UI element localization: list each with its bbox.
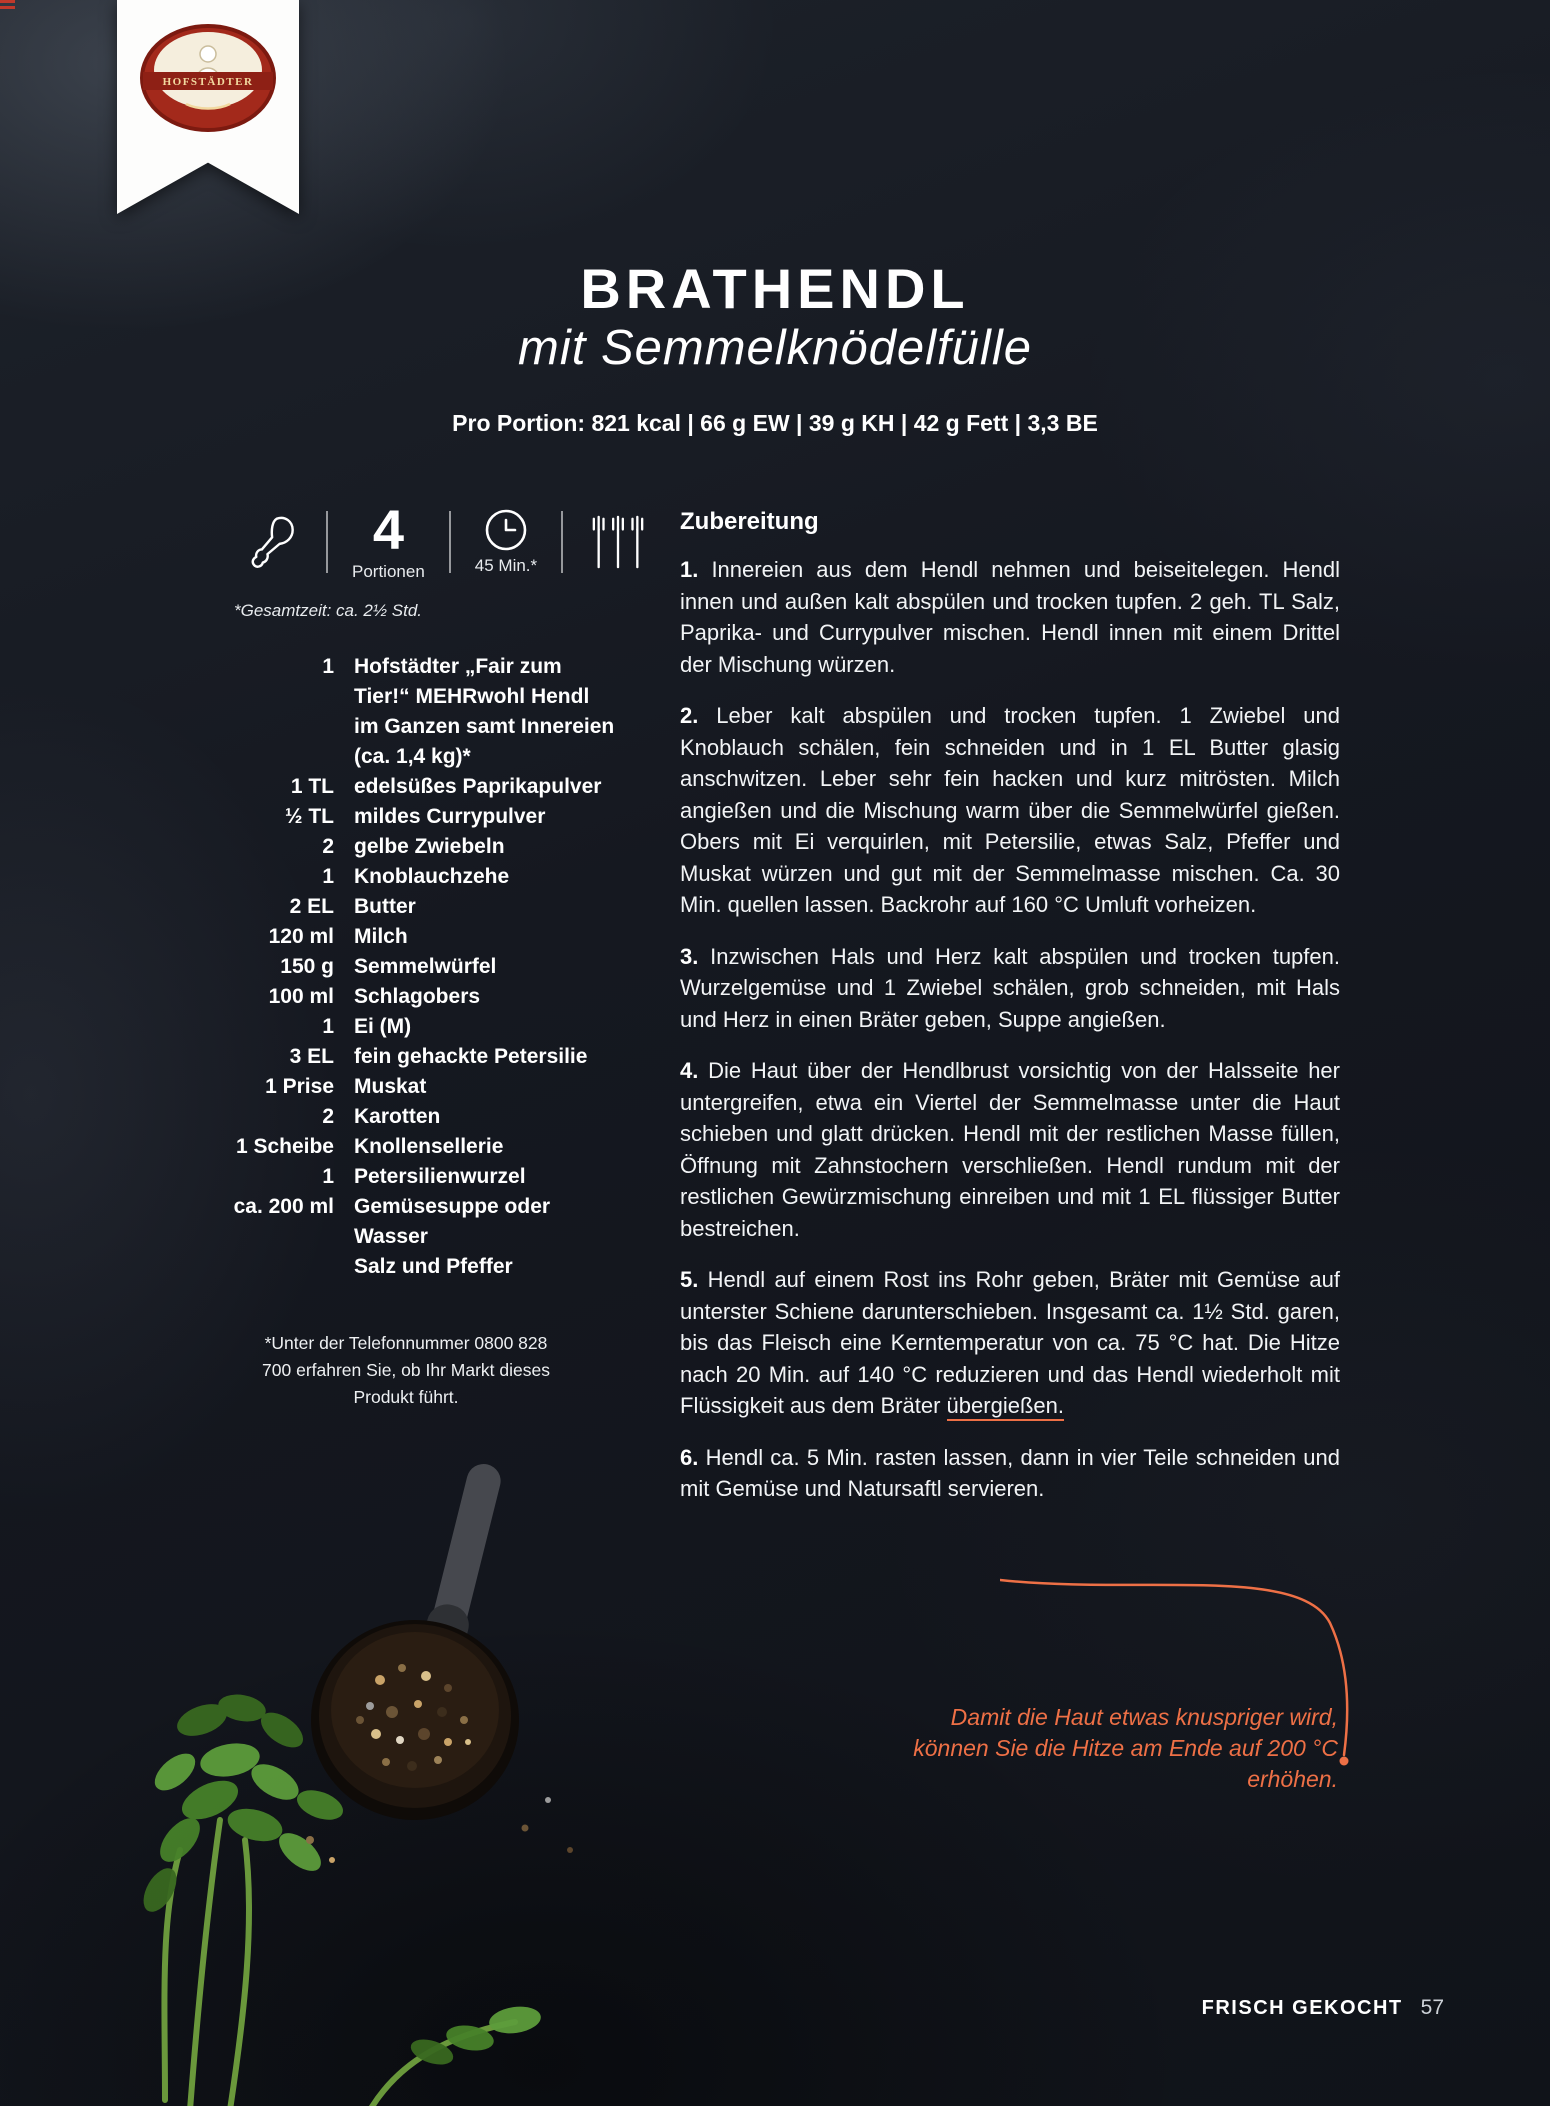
prep-step: 6. Hendl ca. 5 Min. rasten lassen, dann in vier Teile schneiden und mit Gemüse und Natursaftl servieren.	[680, 1444, 1340, 1501]
ingredient-row	[184, 1162, 624, 1192]
servings-cell	[352, 498, 425, 582]
tip-connector-dot	[1340, 1757, 1349, 1766]
ingredient-amount: 1	[322, 655, 334, 678]
logo-text: HOFSTÄDTER	[162, 76, 254, 88]
step-number: 6.	[680, 1444, 706, 1470]
ingredient-amount: 2	[322, 1105, 334, 1128]
ingredient-row	[184, 952, 624, 982]
ingredient-row	[184, 802, 624, 832]
photo-parsley-spice-bowl	[70, 1420, 690, 2106]
ingredients-footnote: *Unter der Telefonnummer 0800 828 700 erfahren Sie, ob Ihr Markt dieses Produkt führt.	[262, 1333, 550, 1407]
servings-value: 4	[372, 498, 404, 561]
drumstick-icon	[246, 513, 302, 571]
step-number: 3.	[680, 943, 711, 969]
preparation-heading: Zubereitung	[680, 508, 819, 535]
total-time-note: *Gesamtzeit: ca. 2½ Std.	[234, 601, 423, 620]
ingredient-amount: 2	[322, 835, 334, 858]
ingredient-row	[184, 772, 624, 802]
prep-step: 3. Inzwischen Hals und Herz kalt abspülen und trocken tupfen. Wurzelgemüse und 1 Zwiebel schälen, grob schneiden, mit Hals und Herz in einen Bräter geben, Suppe angießen.	[680, 943, 1340, 1032]
ingredient-amount: 120 ml	[268, 925, 334, 948]
ingredient-name: Hofstädter „Fair zum Tier!“ MEHRwohl Hendl im Ganzen samt Innereien (ca. 1,4 kg)*	[354, 655, 615, 768]
ingredient-amount: ½ TL	[284, 805, 334, 828]
ingredient-amount: 100 ml	[268, 985, 334, 1008]
step-number: 4.	[680, 1058, 709, 1083]
ingredient-amount: 1	[322, 865, 334, 888]
ingredient-name: Gemüsesuppe oder Wasser	[354, 1195, 551, 1248]
ingredient-name: Salz und Pfeffer	[354, 1255, 513, 1278]
prep-step: 5. Hendl auf einem Rost ins Rohr geben, Bräter mit Gemüse auf unterster Schiene darunterschieben. Insgesamt ca. 1½ Std. garen, bis das Fleisch eine Kerntemperatur von ca. 75 °C hat. Die Hitze nach 20 Min. auf 140 °C reduzieren und das Hendl wiederholt mit Flüssigkeit aus dem Bräter übergießen.	[680, 1264, 1340, 1422]
ingredient-name: gelbe Zwiebeln	[354, 835, 505, 858]
servings-label: Portionen	[352, 562, 425, 581]
ingredient-amount: 1	[322, 1165, 334, 1188]
ingredient-row	[184, 1072, 624, 1102]
servings-icon-cell	[246, 513, 302, 571]
cutlery-cell	[587, 513, 649, 571]
ingredient-name: Muskat	[354, 1075, 427, 1098]
preparation-section	[680, 508, 1340, 1525]
hofstaedter-logo	[138, 22, 278, 134]
ingredient-name: Milch	[354, 925, 408, 948]
ingredient-row	[184, 1012, 624, 1042]
ingredient-name: Knoblauchzehe	[354, 865, 510, 888]
ingredient-row	[184, 1102, 624, 1132]
ingredient-amount	[184, 1252, 334, 1282]
page-title: BRATHENDL	[580, 257, 970, 320]
clock-icon	[484, 508, 528, 552]
recipe-meta-row	[246, 498, 649, 582]
ingredient-name: Schlagobers	[354, 985, 481, 1008]
ingredient-amount: 1 TL	[290, 775, 334, 798]
ingredient-row	[184, 652, 624, 772]
ingredient-amount: 1	[322, 1015, 334, 1038]
ingredient-name: edelsüßes Paprikapulver	[354, 775, 602, 798]
step-number: 2.	[680, 703, 717, 728]
tip-text: Damit die Haut etwas knuspriger wird, können Sie die Hitze am Ende auf 200 °C erhöhen.	[913, 1704, 1338, 1792]
ingredient-row	[184, 1192, 624, 1252]
ingredient-name: fein gehackte Petersilie	[354, 1045, 588, 1068]
meta-divider	[561, 511, 563, 573]
ingredient-row	[184, 892, 624, 922]
ingredient-name: Semmelwürfel	[354, 955, 497, 978]
prep-step: 4. Die Haut über der Hendlbrust vorsichtig von der Halsseite her untergreifen, etwa ein Viertel der Semmelmasse unter die Haut schieben und glatt drücken. Hendl mit der restlichen Masse füllen, Öffnung mit Zahnstochern verschließen. Hendl rundum mit der restlichen Gewürzmischung einreiben und mit 1 EL flüssiger Butter bestreichen.	[680, 1058, 1340, 1241]
ingredient-name: Ei (M)	[354, 1015, 412, 1038]
time-cell	[475, 508, 537, 576]
cutlery-icon	[587, 513, 649, 571]
ingredient-row	[184, 832, 624, 862]
ingredient-row	[184, 982, 624, 1012]
meta-divider	[326, 511, 328, 573]
chef-figure	[200, 46, 216, 62]
page-subtitle: mit Semmelknödelfülle	[518, 321, 1032, 375]
ingredient-name: Knollensellerie	[354, 1135, 504, 1158]
page-number: 57	[1420, 1996, 1444, 2019]
ingredient-name: Petersilienwurzel	[354, 1165, 526, 1188]
ingredient-name: Karotten	[354, 1105, 441, 1128]
step-number: 1.	[680, 557, 712, 582]
ingredient-amount: 1 Scheibe	[235, 1135, 334, 1158]
prep-step: 1. Innereien aus dem Hendl nehmen und beiseitelegen. Hendl innen und außen kalt abspülen und trocken tupfen. 2 geh. TL Salz, Paprika- und Currypulver mischen. Hendl innen mit einem Drittel der Mischung würzen.	[680, 557, 1340, 677]
ingredient-name: Butter	[354, 895, 416, 918]
prep-step: 2. Leber kalt abspülen und trocken tupfen. 1 Zwiebel und Knoblauch schälen, fein schneiden und in 1 EL Butter glasig anschwitzen. Leber sehr fein hacken und kurz mitrösten. Milch angießen und die Mischung warm über die Semmelwürfel gießen. Obers mit Ei verquirlen, mit Petersilie, etwas Salz, Pfeffer und Muskat würzen und gut mit der Semmelmasse mischen. Ca. 30 Min. quellen lassen. Backrohr auf 160 °C Umluft vorheizen.	[680, 703, 1340, 917]
step-number: 5.	[680, 1267, 708, 1292]
ingredient-amount: 150 g	[280, 955, 334, 978]
corner-mark	[0, 0, 15, 12]
ingredients-list	[184, 652, 624, 1282]
ingredient-row	[184, 862, 624, 892]
ingredient-name: mildes Currypulver	[354, 805, 546, 828]
meta-divider	[449, 511, 451, 573]
page-footer	[1202, 1996, 1444, 2020]
ingredient-row	[184, 922, 624, 952]
nutrition-line: Pro Portion: 821 kcal | 66 g EW | 39 g KH | 42 g Fett | 3,3 BE	[452, 410, 1098, 436]
footer-label: FRISCH GEKOCHT	[1201, 1997, 1403, 2019]
ingredient-amount: 3 EL	[289, 1045, 334, 1068]
brand-ribbon	[117, 0, 299, 214]
highlighted-word: übergießen.	[947, 1393, 1064, 1421]
ingredient-row	[184, 1132, 624, 1162]
ingredient-row	[184, 1042, 624, 1072]
ingredient-amount: ca. 200 ml	[233, 1195, 334, 1218]
time-value: 45 Min.*	[474, 556, 538, 575]
ingredient-amount: 1 Prise	[265, 1075, 334, 1098]
ingredient-row	[184, 1252, 624, 1282]
ingredient-amount: 2 EL	[289, 895, 334, 918]
steps	[680, 554, 1340, 1505]
